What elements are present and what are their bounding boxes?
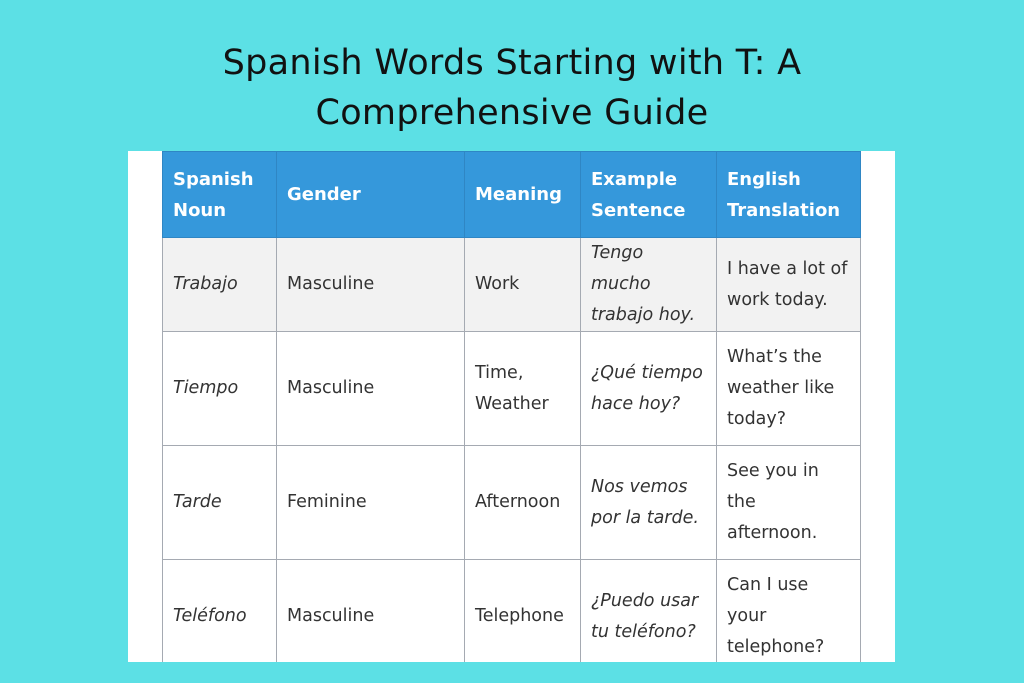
cell-meaning: Work: [465, 238, 581, 332]
cell-noun: Teléfono: [163, 560, 277, 663]
table-row: [163, 446, 861, 560]
cell-gender: Masculine: [277, 560, 465, 663]
cell-translation: See you in the afternoon.: [717, 446, 861, 560]
title-line-2: Comprehensive Guide: [315, 93, 709, 133]
cell-meaning: Time, Weather: [465, 332, 581, 446]
page-title: [0, 38, 1024, 138]
table-row: [163, 332, 861, 446]
cell-example: ¿Puedo usar tu teléfono?: [581, 560, 717, 663]
cell-gender: Feminine: [277, 446, 465, 560]
header-english-translation: English Translation: [717, 152, 861, 238]
cell-noun: Trabajo: [163, 238, 277, 332]
cell-example: Tengo mucho trabajo hoy.: [581, 238, 717, 332]
cell-meaning: Afternoon: [465, 446, 581, 560]
cell-meaning: Telephone: [465, 560, 581, 663]
header-example-sentence: Example Sentence: [581, 152, 717, 238]
table-header-row: [163, 152, 861, 238]
table-row: [163, 238, 861, 332]
cell-gender: Masculine: [277, 238, 465, 332]
vocabulary-table: [162, 151, 861, 662]
cell-noun: Tiempo: [163, 332, 277, 446]
header-meaning: Meaning: [465, 152, 581, 238]
title-line-1: Spanish Words Starting with T: A: [222, 43, 802, 83]
header-spanish-noun: Spanish Noun: [163, 152, 277, 238]
cell-example: Nos vemos por la tarde.: [581, 446, 717, 560]
header-gender: Gender: [277, 152, 465, 238]
cell-translation: What’s the weather like today?: [717, 332, 861, 446]
table-row: [163, 560, 861, 663]
cell-noun: Tarde: [163, 446, 277, 560]
table-panel: [128, 151, 895, 662]
cell-example: ¿Qué tiempo hace hoy?: [581, 332, 717, 446]
cell-translation: I have a lot of work today.: [717, 238, 861, 332]
cell-gender: Masculine: [277, 332, 465, 446]
cell-translation: Can I use your telephone?: [717, 560, 861, 663]
